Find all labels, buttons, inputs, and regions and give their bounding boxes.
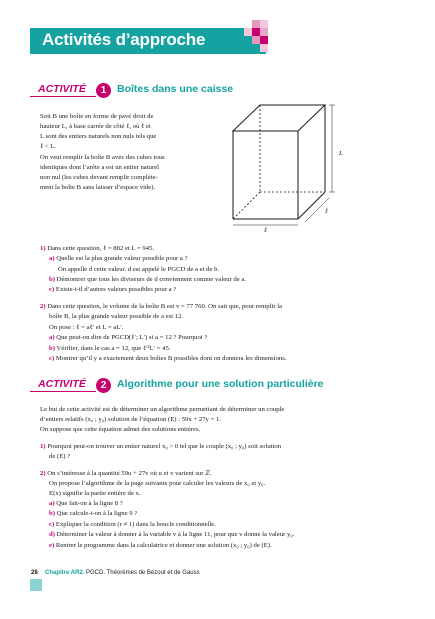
a2-q2-item: e) Rentrer le programme dans la calculatrice et donner une solution (x₀ ; y₀) de (E). xyxy=(49,542,272,549)
a2-q2-line: On propose l’algorithme de la page suivante pour calculer les valeurs de x₀ et y₀. xyxy=(49,480,266,487)
a1-q2-a: a) Que peut-on dire de PGCD(ℓ′; L′) si a = 12 ? Pourquoi ? xyxy=(49,334,208,341)
activity-1-intro-line: On veut remplir la boîte B avec des cubes tous xyxy=(40,154,165,161)
activity-2-intro-line: Le but de cette activité est de déterminer un algorithme permettant de déterminer un couple xyxy=(40,406,285,413)
activity-2-label: ACTIVITÉ xyxy=(38,378,86,390)
a1-q2-text2: boîte B, la plus grande valeur possible de a est 12. xyxy=(49,313,184,320)
a2-q2-item: c) Expliquer la condition (r ≠ 1) dans la boucle conditionnelle. xyxy=(49,521,216,528)
box-label-depth: ℓ xyxy=(325,208,328,215)
a2-q2-item: a) Que fait-on à la ligne 8 ? xyxy=(49,500,123,507)
activity-2-intro-line: d’entiers relatifs (x₀ ; y₀) solution de l’équation (E) : 59x + 27y = 1. xyxy=(40,416,222,423)
page-title: Activités d’approche xyxy=(42,30,206,49)
activity-1-number: 1 xyxy=(96,83,111,98)
a1-q2-b: b) Vérifier, dans le cas a = 12, que ℓ′²L′ = 45. xyxy=(49,345,171,352)
box-label-height: L xyxy=(339,150,343,157)
a1-q1-c: c) Existe-t-il d’autres valeurs possibles pour a ? xyxy=(49,286,177,293)
a1-q2-c: c) Montrer qu’il y a exactement deux boîtes B possibles dont on donnera les dimensions. xyxy=(49,355,287,362)
a2-q2-line: E(x) signifie la partie entière de x. xyxy=(49,490,141,497)
activity-1-intro-line: Soit B une boîte en forme de pavé droit de xyxy=(40,113,154,120)
box-label-width: ℓ xyxy=(264,227,267,234)
activity-1-underline xyxy=(30,96,96,97)
decorative-squares xyxy=(222,18,272,58)
footer-title: PGCD. Théorèmes de Bézout et de Gauss xyxy=(86,570,200,576)
a2-q1-text2: de (E) ? xyxy=(49,453,71,460)
a1-q1-a: a) Quelle est la plus grande valeur possible pour a ? xyxy=(49,255,188,262)
activity-1-intro-line: L sont des entiers naturels non nuls tels que xyxy=(40,133,157,140)
activity-1-intro-line: non nul (les cubes devant remplir complète- xyxy=(40,174,158,181)
a1-q2-pose: On pose : ℓ = aℓ′ et L = aL′. xyxy=(49,324,124,331)
activity-2-number: 2 xyxy=(96,378,111,393)
a2-q2: 2) On s’intéresse à la quantité 59u + 27v où u et v varient sur ℤ. xyxy=(40,470,212,477)
activity-2-title: Algorithme pour une solution particulière xyxy=(117,378,324,390)
footer-color-block xyxy=(30,579,42,591)
activity-1-intro-line: identiques dont l’arête a est un entier naturel xyxy=(40,164,160,171)
a1-q2: 2) Dans cette question, le volume de la boîte B est v = 77 760. On sait que, pour remplir la xyxy=(40,303,283,310)
footer-chapter: Chapitre AR2. xyxy=(45,570,85,576)
activity-1-intro-line: ℓ < L. xyxy=(40,143,57,150)
activity-1-intro-line: hauteur L, à base carrée de côté ℓ, où ℓ et xyxy=(40,123,151,130)
page-number: 28 xyxy=(31,570,38,576)
a2-q2-item: b) Que calcule-t-on à la ligne 9 ? xyxy=(49,510,138,517)
a1-q1-b: b) Démontrer que tous les diviseurs de d conviennent comme valeur de a. xyxy=(49,276,247,283)
a1-q1 xyxy=(40,244,154,254)
a2-q2-item: d) Déterminer la valeur à donner à la variable v à la ligne 11, pour que v donne la valeur y₀. xyxy=(49,531,295,538)
activity-1-title: Boîtes dans une caisse xyxy=(117,83,234,95)
activity-1-label: ACTIVITÉ xyxy=(38,83,86,95)
activity-2-underline xyxy=(30,391,96,392)
a1-q1-a-note: On appelle d cette valeur. d est appelé le PGCD de a et de b. xyxy=(58,266,220,273)
box-figure xyxy=(225,100,355,240)
activity-1-intro-line: ment la boîte B sans laisser d’espace vide). xyxy=(40,184,156,191)
a2-q1: 1) Pourquoi peut-on trouver un entier naturel x₀ > 0 tel que le couple (x₀ ; y₀) soit solution xyxy=(40,443,282,450)
a1-q1-text: Dans cette question, ℓ = 882 et L = 945. xyxy=(47,245,155,252)
a1-q1-number: 1) xyxy=(40,245,46,252)
activity-2-intro-line: On suppose que cette équation admet des solutions entières. xyxy=(40,426,201,433)
